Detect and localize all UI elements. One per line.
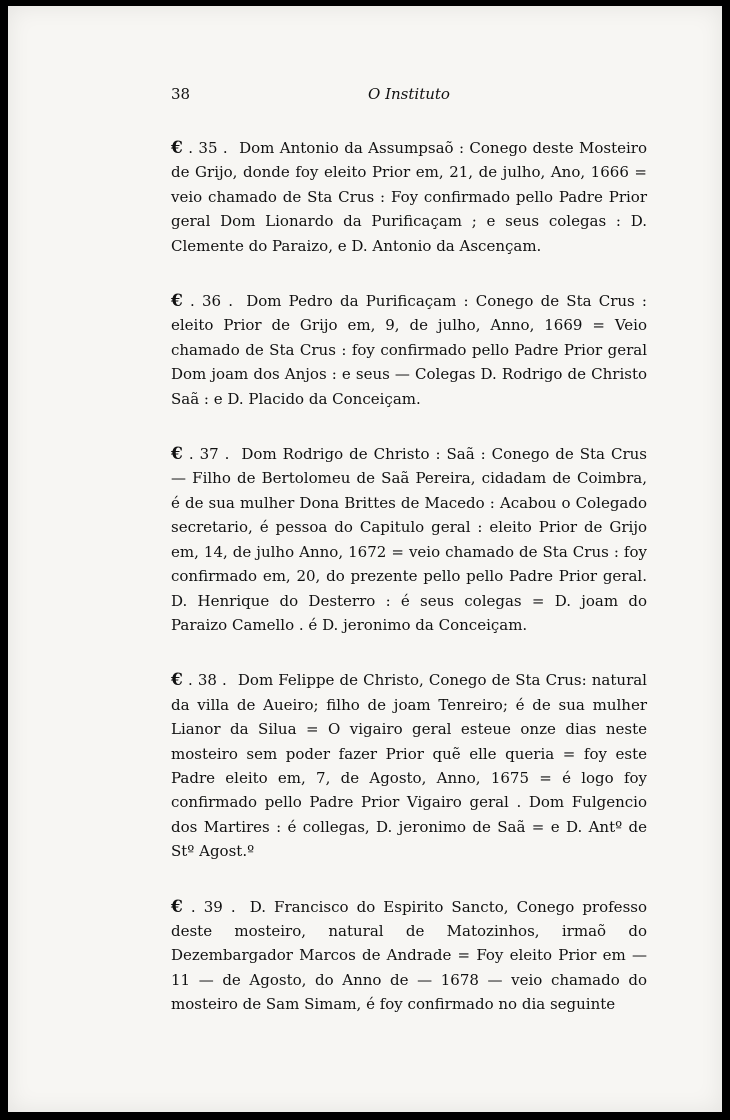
- book-page: [8, 6, 722, 1112]
- paragraph-39: [171, 895, 647, 1017]
- page-number: 38: [171, 85, 191, 103]
- paragraph-text: Dom Felippe de Christo, Conego de Sta Crus: natural da villa de Aueiro; filho de joam Tenreiro; é de sua mulher Lianor da Silua = O vigairo geral esteue onze dias neste mosteiro sem poder fazer Prior quẽ elle queria = foy este Padre eleito em, 7, de Agosto, Anno, 1675 = é logo foy confirmado pello Padre Prior Vigairo geral . Dom Fulgencio dos Martires : é collegas, D. jeronimo de Saã = e D. Antº de Stº Agost.º: [171, 671, 647, 861]
- paragraph-mark-icon: €: [171, 444, 183, 465]
- paragraph-mark-icon: €: [171, 670, 183, 691]
- paragraph-mark-icon: €: [171, 896, 183, 917]
- paragraph-mark-icon: €: [171, 291, 183, 312]
- paragraph-text: Dom Pedro da Purificaçam : Conego de Sta Crus : eleito Prior de Grijo em, 9, de julho, Anno, 1669 = Veio chamado de Sta Crus : foy confirmado pello Padre Prior geral Dom joam dos Anjos : e seus — Colegas D. Rodrigo de Christo Saã : e D. Placido da Conceiçam.: [171, 292, 647, 408]
- paragraph-number: . 38 .: [182, 671, 227, 690]
- running-title: O Instituto: [368, 85, 450, 103]
- paragraph-mark-icon: €: [171, 138, 183, 158]
- paragraph-text: Dom Rodrigo de Christo : Saã : Conego de Sta Crus — Filho de Bertolomeu de Saã Pereira, cidadam de Coimbra, é de sua mulher Dona Brittes de Macedo : Acabou o Colegado secretario, é pessoa do Capitulo geral : eleito Prior de Grijo em, 14, de julho Anno, 1672 = veio chamado de Sta Crus : foy confirmado em, 20, do prezente pello pello Padre Prior geral. D. Henrique do Desterro : é seus colegas = D. joam do Paraizo Camello . é D. jeronimo da Conceiçam.: [171, 445, 647, 634]
- paragraph-number: . 36 .: [182, 292, 234, 311]
- paragraph-text: Dom Antonio da Assumpsaõ : Conego deste Mosteiro de Grijo, donde foy eleito Prior em, 21, de julho, Ano, 1666 = veio chamado de Sta Crus : Foy confirmado pello Padre Prior geral Dom Lionardo da Purificaçam ; e seus colegas : D. Clemente do Paraizo, e D. Antonio da Ascençam.: [171, 139, 647, 255]
- paragraph-text: D. Francisco do Espirito Sancto, Conego professo deste mosteiro, natural de Matozinhos, irmaõ do Dezembargador Marcos de Andrade = Foy eleito Prior em — 11 — de Agosto, do Anno de — 1678 — veio chamado do mosteiro de Sam Simam, é foy confirmado no dia seguinte: [171, 897, 647, 1014]
- paragraph-37: [171, 442, 647, 637]
- paragraph-36: [171, 289, 647, 411]
- paragraph-38: [171, 668, 647, 863]
- body-text: [171, 136, 647, 1017]
- paragraph-number: . 37 .: [182, 445, 230, 464]
- paragraph-number: . 39 .: [182, 897, 236, 916]
- paragraph-number: . 35 .: [182, 139, 228, 157]
- paragraph-35: [171, 136, 647, 258]
